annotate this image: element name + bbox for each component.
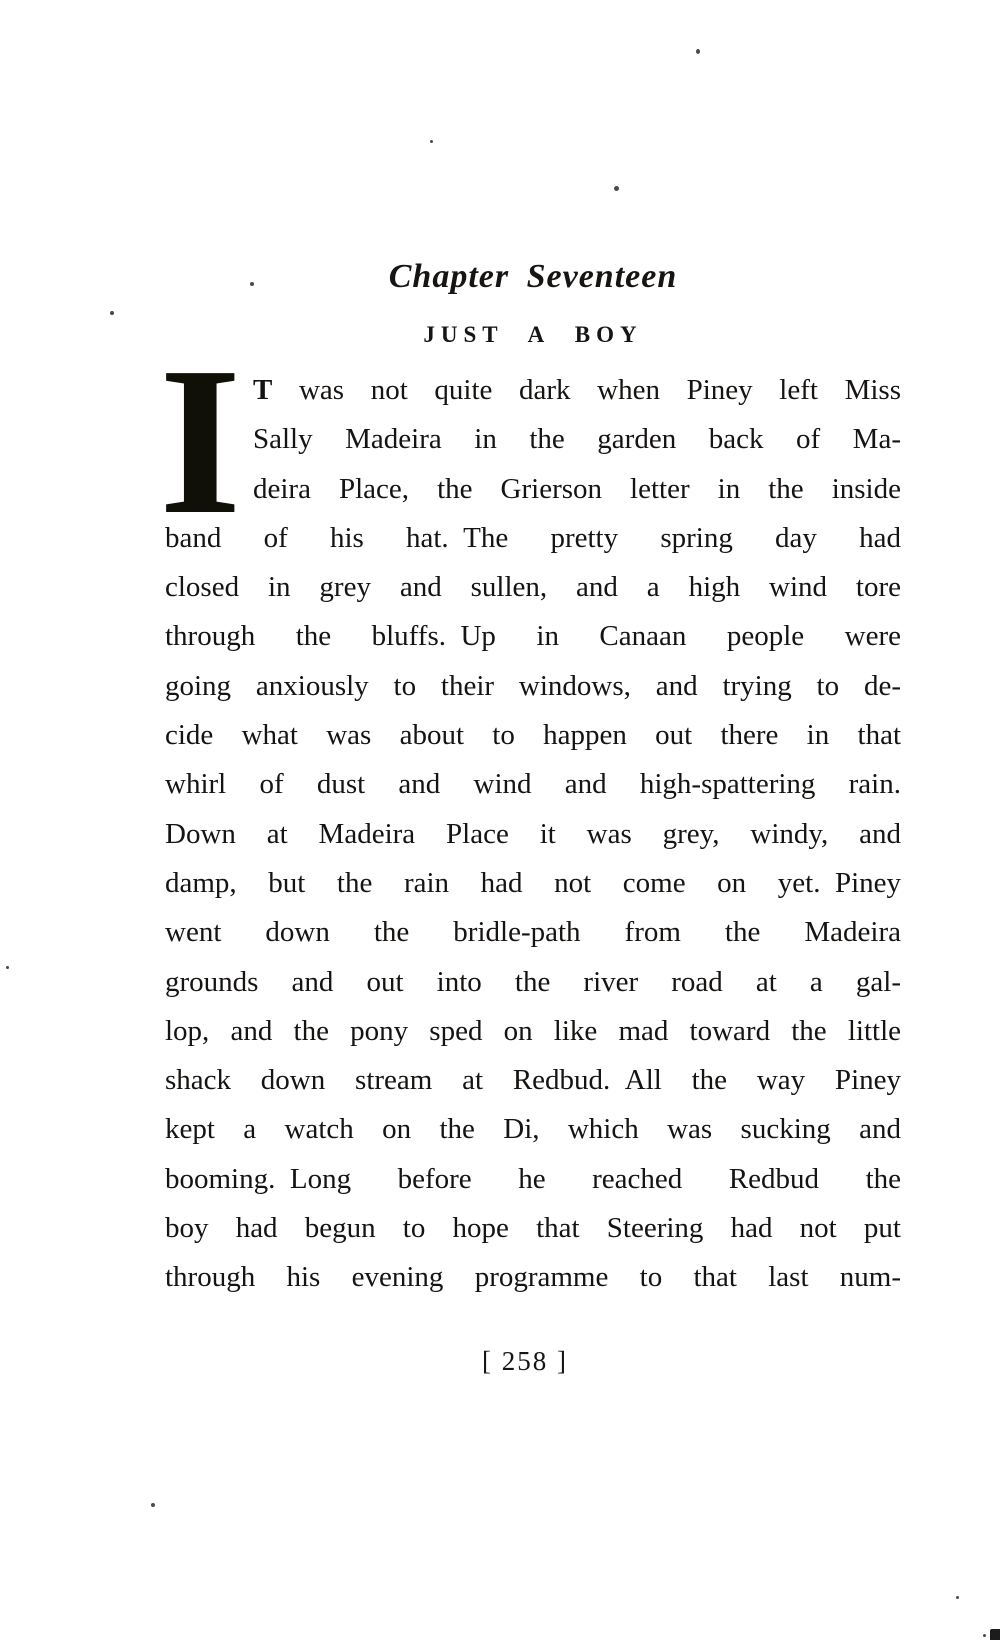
text-line: lop, and the pony sped on like mad toward the little bbox=[165, 1014, 901, 1047]
text-line: deira Place, the Grierson letter in the inside bbox=[253, 472, 901, 505]
scan-speck bbox=[430, 140, 433, 143]
text-line: whirl of dust and wind and high-spattering rain. bbox=[165, 768, 901, 801]
text-line: damp, but the rain had not come on yet. Piney bbox=[165, 866, 901, 899]
text-line: Down at Madeira Place it was grey, windy, and bbox=[165, 817, 901, 850]
text-line: kept a watch on the Di, which was sucking and bbox=[165, 1113, 901, 1146]
drop-cap: I bbox=[159, 323, 242, 558]
text-line: going anxiously to their windows, and trying to de- bbox=[165, 669, 901, 702]
text-line: through his evening programme to that last num- bbox=[165, 1261, 901, 1294]
text-line: boy had begun to hope that Steering had not put bbox=[165, 1212, 901, 1245]
scan-speck bbox=[6, 966, 9, 969]
text-line: went down the bridle-path from the Madeira bbox=[165, 916, 901, 949]
chapter-title: Chapter Seventeen bbox=[388, 258, 678, 295]
chapter-subtitle: JUST A BOY bbox=[423, 322, 643, 347]
text-line: shack down stream at Redbud. All the way Piney bbox=[165, 1064, 901, 1097]
text-line: booming. Long before he reached Redbud the bbox=[165, 1162, 901, 1195]
scan-speck bbox=[250, 282, 254, 286]
text-line: grounds and out into the river road at a gal- bbox=[165, 965, 901, 998]
scan-speck bbox=[696, 49, 700, 54]
scan-speck bbox=[110, 311, 114, 315]
scan-speck bbox=[614, 186, 619, 191]
scan-speck bbox=[983, 1634, 986, 1637]
text-line: Sally Madeira in the garden back of Ma- bbox=[253, 423, 901, 456]
scan-speck bbox=[956, 1596, 959, 1599]
text-line: band of his hat. The pretty spring day had bbox=[165, 521, 901, 554]
scan-corner-mark bbox=[990, 1629, 1000, 1640]
page-number: [ 258 ] bbox=[482, 1346, 568, 1376]
text-line: cide what was about to happen out there in that bbox=[165, 719, 901, 752]
text-line: through the bluffs. Up in Canaan people were bbox=[165, 620, 901, 653]
scan-speck bbox=[151, 1503, 155, 1507]
text-line: T was not quite dark when Piney left Miss bbox=[253, 374, 901, 406]
text-line: closed in grey and sullen, and a high wind tore bbox=[165, 571, 901, 604]
